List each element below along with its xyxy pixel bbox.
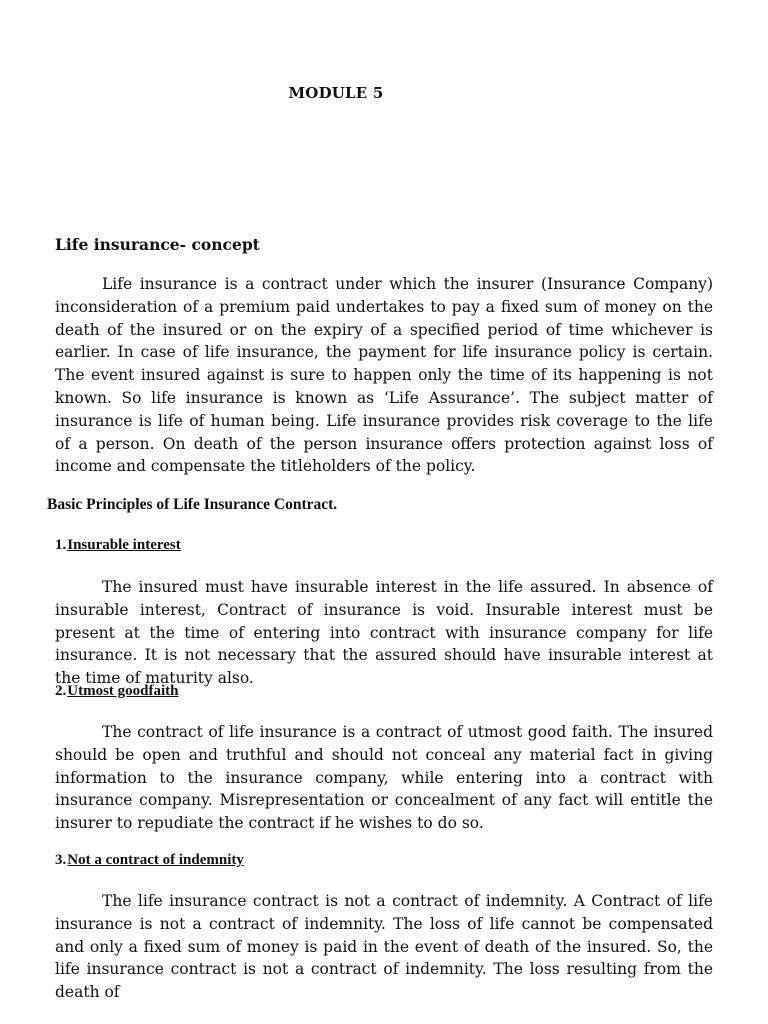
principle-heading-utmost-goodfaith [55,683,179,700]
principle-title: Insurable interest [67,537,181,553]
principle-number: 1. [55,537,67,553]
principle-title: Utmost goodfaith [67,683,179,699]
principle-number: 3. [55,852,67,868]
principle-number: 2. [55,683,67,699]
principles-heading: Basic Principles of Life Insurance Contract. [47,496,338,513]
principle-heading-insurable-interest [55,537,181,554]
module-title: MODULE 5 [288,84,384,102]
principle-title: Not a contract of indemnity [67,852,244,868]
concept-heading: Life insurance- concept [55,235,260,254]
principle-heading-not-indemnity [55,852,244,869]
concept-paragraph: Life insurance is a contract under which the insurer (Insurance Company) inconsideration of a premium paid undertakes to pay a fixed sum of money on the death of the insured or on the expiry of a specified period of time whichever is earlier. In case of life insurance, the payment for life insurance policy is certain. The event insured against is sure to happen only the time of its happening is not known. So life insurance is known as ‘Life Assurance’. The subject matter of insurance is life of human being. Life insurance provides risk coverage to the life of a person. On death of the person insurance offers protection against loss of income and compensate the titleholders of the policy. [55,275,713,476]
principle-paragraph-insurable-interest: The insured must have insurable interest in the life assured. In absence of insurable interest, Contract of insurance is void. Insurable interest must be present at the time of entering into contract with insurance company for life insurance. It is not necessary that the assured should have insurable interest at the time of maturity also. [55,578,713,688]
principle-paragraph-not-indemnity: The life insurance contract is not a contract of indemnity. A Contract of life insurance is not a contract of indemnity. The loss of life cannot be compensated and only a fixed sum of money is paid in the event of death of the insured. So, the life insurance contract is not a contract of indemnity. The loss resulting from the death of [55,892,713,1002]
principle-paragraph-utmost-goodfaith: The contract of life insurance is a contract of utmost good faith. The insured should be open and truthful and should not conceal any material fact in giving information to the insurance company, while entering into a contract with insurance company. Misrepresentation or concealment of any fact will entitle the insurer to repudiate the contract if he wishes to do so. [55,723,713,833]
